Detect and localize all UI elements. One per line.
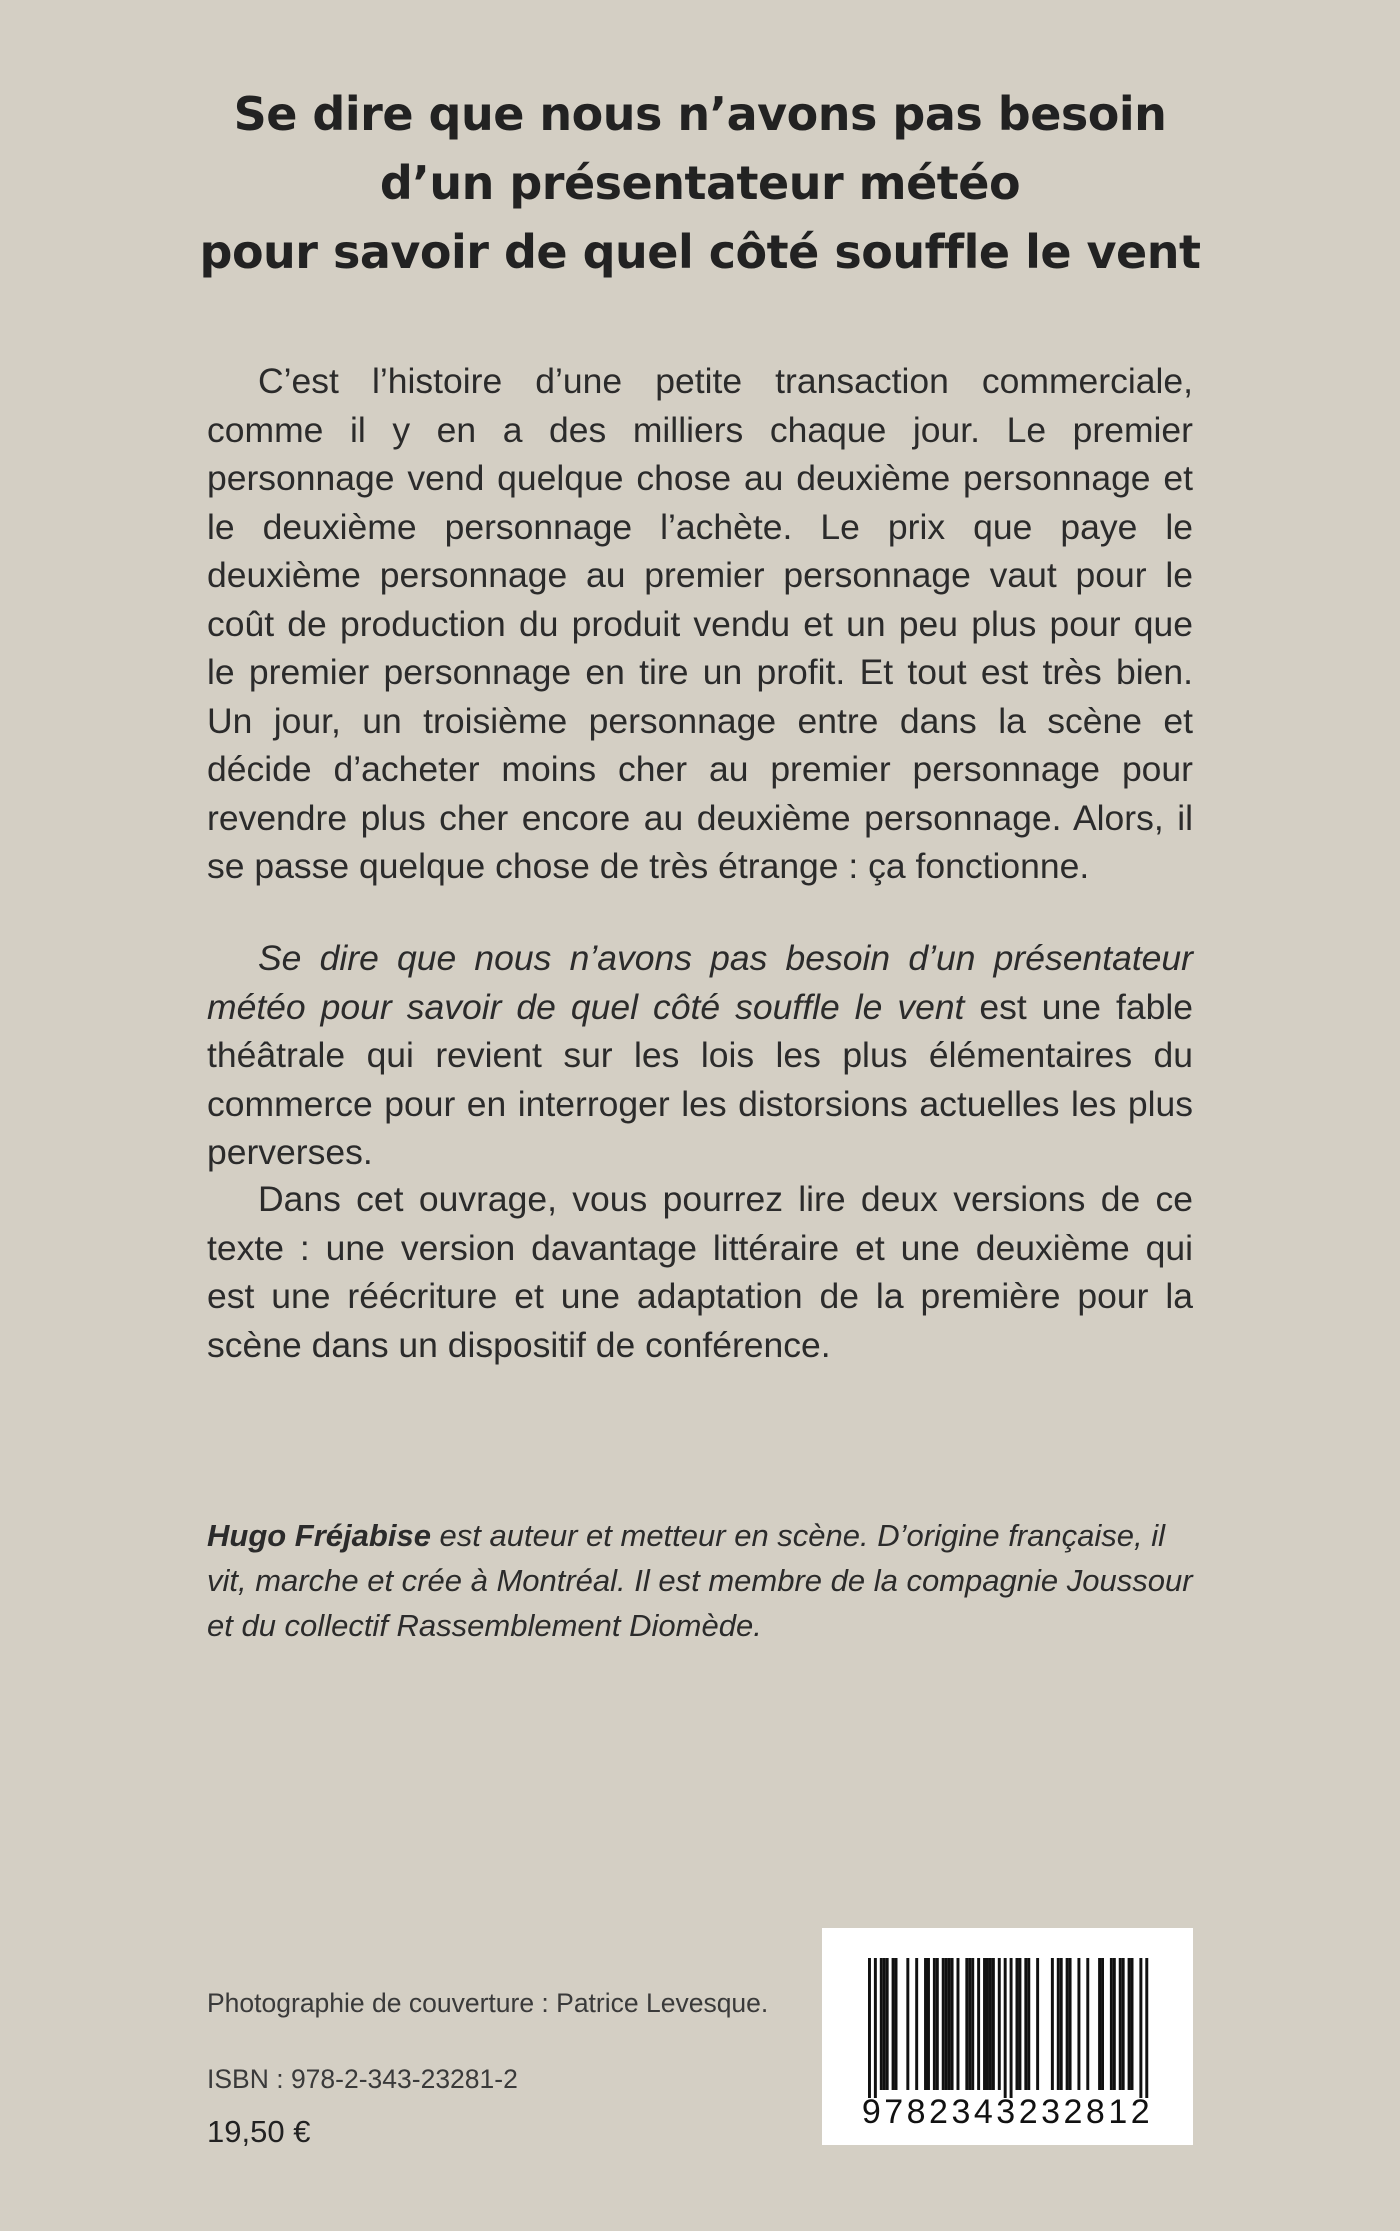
barcode-bar: [880, 1958, 883, 2090]
barcode-bar: [998, 1958, 1001, 2090]
title-line-2: d’un présentateur météo: [379, 156, 1021, 210]
barcode-bar: [965, 1958, 968, 2090]
synopsis-text-2: [207, 934, 1193, 1177]
barcode-bar: [1128, 1958, 1131, 2090]
barcode-bar: [1119, 1958, 1122, 2090]
barcode-bar: [1139, 1958, 1142, 2098]
barcode-bar: [1098, 1958, 1101, 2090]
barcode-bar: [1060, 1958, 1063, 2090]
author-name: Hugo Fréjabise: [207, 1518, 431, 1553]
barcode-bar: [886, 1958, 889, 2090]
barcode-bar: [1051, 1958, 1054, 2090]
barcode: [822, 1928, 1193, 2145]
barcode-bar: [1131, 1958, 1134, 2090]
synopsis-paragraph-3: [207, 1175, 1193, 1369]
barcode-bar: [915, 1958, 918, 2090]
barcode-bar: [892, 1958, 895, 2090]
barcode-bar: [968, 1958, 971, 2090]
barcode-bar: [942, 1958, 945, 2090]
barcode-bar: [1024, 1958, 1027, 2090]
barcode-bar: [927, 1958, 930, 2090]
barcode-bar: [1004, 1958, 1007, 2098]
barcode-bar: [933, 1958, 936, 2090]
photo-credit: Photographie de couverture : Patrice Levesque.: [207, 1988, 769, 2018]
barcode-bar: [1110, 1958, 1113, 2090]
barcode-bar: [868, 1958, 871, 2098]
barcode-bar: [1069, 1958, 1072, 2090]
synopsis-paragraph-1: [207, 357, 1193, 891]
barcode-bar: [986, 1958, 989, 2090]
book-title-italic: Se dire que nous n’avons pas besoin d’un présentateur météo pour savoir de quel côté souffle le vent: [207, 938, 1193, 1027]
barcode-bar: [1036, 1958, 1039, 2090]
barcode-bar: [971, 1958, 974, 2090]
barcode-bar: [1077, 1958, 1080, 2090]
title-line-1: Se dire que nous n’avons pas besoin: [233, 87, 1167, 141]
barcode-bar: [957, 1958, 960, 2090]
barcode-bar: [1113, 1958, 1116, 2090]
title-line-3: pour savoir de quel côté souffle le vent: [199, 225, 1201, 279]
synopsis-text-3: Dans cet ouvrage, vous pourrez lire deux versions de ce texte : une version davantage littéraire et une deuxième qui est une réécriture et une adaptation de la première pour la scène dans un dispositif de conférence.: [207, 1179, 1193, 1365]
barcode-bar: [936, 1958, 939, 2090]
barcode-bar: [1066, 1958, 1069, 2090]
synopsis-paragraph-2: [207, 934, 1193, 1177]
barcode-bar: [1010, 1958, 1013, 2098]
barcode-bar: [945, 1958, 948, 2090]
barcode-bar: [1018, 1958, 1021, 2090]
barcode-digits: 9782343232812: [861, 2093, 1154, 2131]
synopsis-text-2-rest: est une fable théâtrale qui revient sur les lois les plus élémentaires du commerce pour en interroger les distorsions actuelles les plus perverses.: [207, 986, 1193, 1172]
barcode-bar: [951, 1958, 954, 2090]
barcode-bar: [1122, 1958, 1125, 2090]
barcode-bar: [1027, 1958, 1030, 2090]
barcode-bar: [1101, 1958, 1104, 2090]
barcode-bar: [895, 1958, 898, 2090]
isbn: ISBN : 978-2-343-23281-2: [207, 2064, 518, 2094]
barcode-bar: [1057, 1958, 1060, 2090]
barcode-bar: [1086, 1958, 1089, 2090]
barcode-bar: [906, 1958, 909, 2090]
synopsis-text-1: C’est l’histoire d’une petite transaction commerciale, comme il y en a des milliers chaque jour. Le premier personnage vend quelque chose au deuxième personnage et le deuxième personnage l’achète. Le prix que paye le deuxième personnage au premier personnage vaut pour le coût de production du produit vendu et un peu plus pour que le premier personnage en tire un profit. Et tout est très bien. Un jour, un troisième personnage entre dans la scène et décide d’acheter moins cher au premier personnage pour revendre plus cher encore au deuxième personnage. Alors, il se passe quelque chose de très étrange : ça fonctionne.: [207, 361, 1193, 886]
barcode-bar: [1016, 1958, 1019, 2090]
barcode-bar: [983, 1958, 986, 2090]
barcode-bar: [989, 1958, 992, 2090]
book-title: [150, 80, 1250, 287]
barcode-bar: [992, 1958, 995, 2090]
barcode-bar: [977, 1958, 980, 2090]
barcode-bar: [883, 1958, 886, 2090]
author-bio-text: est auteur et metteur en scène. D’origine française, il vit, marche et crée à Montréal. Il est membre de la compagnie Joussour et du collectif Rassemblement Diomède.: [207, 1518, 1193, 1643]
price: 19,50 €: [207, 2114, 311, 2149]
author-bio: [207, 1513, 1197, 1648]
barcode-bar: [1145, 1958, 1148, 2098]
barcode-bar: [874, 1958, 877, 2098]
barcode-bar: [924, 1958, 927, 2090]
barcode-bar: [948, 1958, 951, 2090]
